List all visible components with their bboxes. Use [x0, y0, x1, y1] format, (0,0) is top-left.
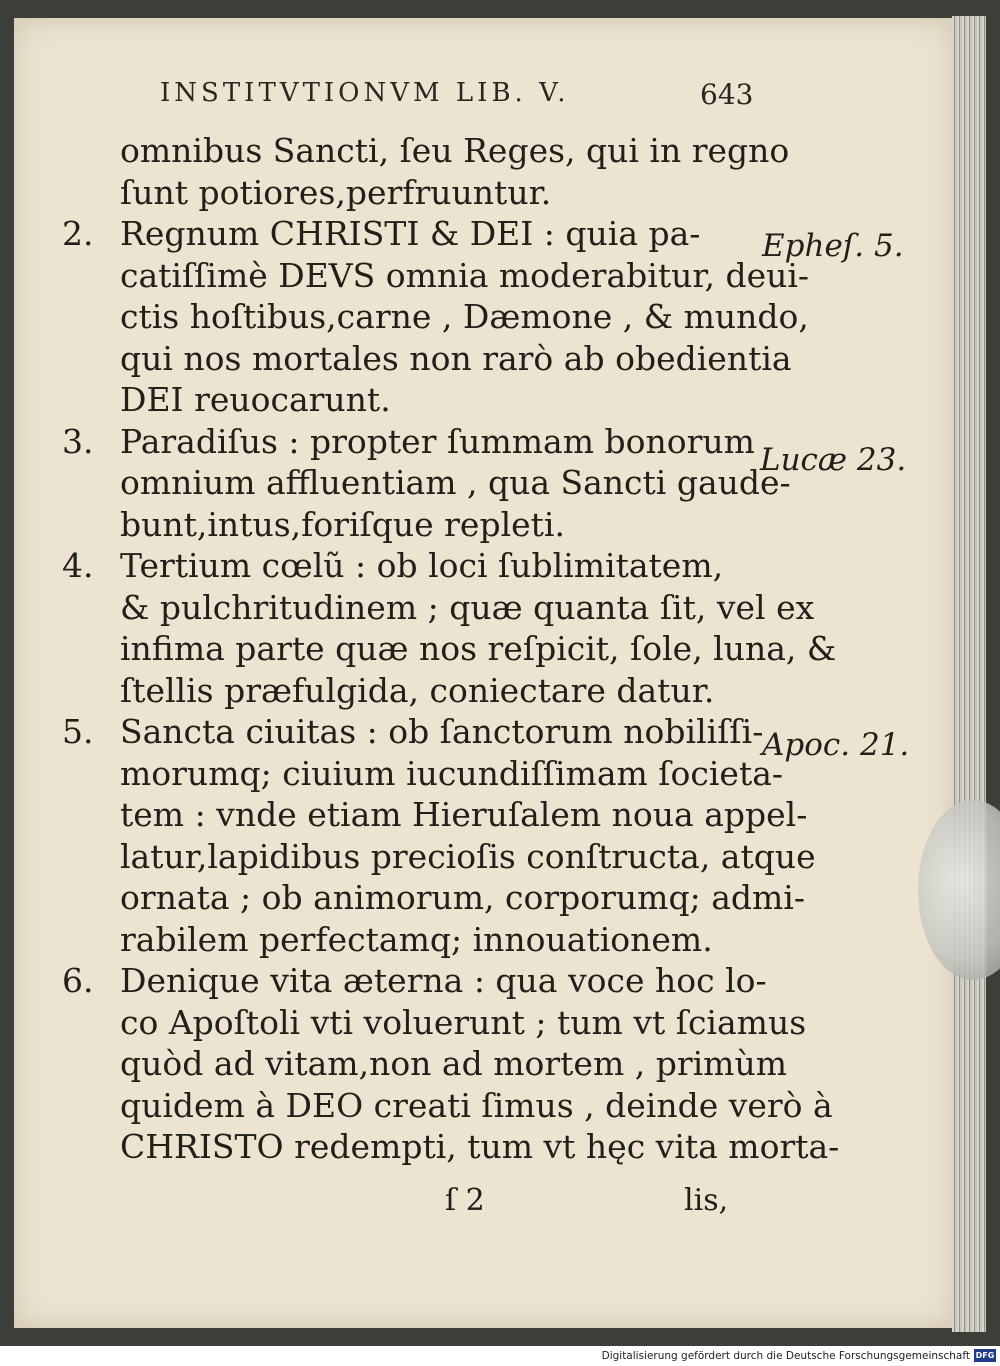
line-text: catiſſimè DEVS omnia moderabitur, deui- [120, 255, 810, 295]
dfg-logo: DFG [975, 1351, 995, 1360]
text-line [62, 960, 767, 1002]
text-line [62, 753, 784, 795]
item-number: 6. [62, 961, 94, 1000]
text-line [62, 877, 805, 919]
margin-note-ephes: Epheſ. 5. [762, 228, 904, 264]
line-text: Regnum CHRISTI & DEI : quia pa- [120, 214, 701, 253]
text-line [62, 1085, 833, 1127]
text-line [62, 711, 764, 753]
line-text: ſtellis præfulgida, coniectare datur. [120, 670, 715, 710]
text-line [62, 836, 816, 878]
text-line [62, 504, 752, 546]
item-number: 4. [62, 546, 94, 585]
text-line [62, 670, 752, 712]
line-text: omnium affluentiam , qua Sancti gaude- [120, 463, 791, 502]
line-text: DEI reuocarunt. [120, 380, 391, 419]
text-line [62, 794, 808, 836]
text-line [62, 296, 809, 338]
line-text: co Apoſtoli vti voluerunt ; tum vt ſciamus [120, 1002, 807, 1042]
text-line [62, 1126, 840, 1168]
text-line [62, 421, 755, 463]
text-line [62, 130, 790, 172]
line-text: Sancta ciuitas : ob ſanctorum nobiliſſi- [120, 712, 764, 751]
line-text: infima parte quæ nos reſpicit, ſole, luna, & [120, 629, 837, 668]
line-text: Tertium cœlũ : ob loci ſublimitatem, [120, 546, 724, 585]
text-line [62, 587, 815, 629]
margin-note-luca: Lucæ 23. [760, 442, 907, 478]
item-number: 3. [62, 421, 94, 461]
text-line [62, 1002, 807, 1044]
line-text: omnibus Sancti, ſeu Reges, qui in regno [120, 131, 790, 170]
line-text: morumq; ciuium iucundiſſimam ſocieta- [120, 753, 784, 793]
line-text: qui nos mortales non rarò ab obedientia [120, 338, 792, 378]
text-line [62, 379, 752, 421]
line-text: & pulchritudinem ; quæ quanta ſit, vel ex [120, 587, 815, 627]
line-text: quidem à DEO creati ſimus , deinde verò à [120, 1085, 833, 1125]
line-text: bunt,intus,foriſque repleti. [120, 504, 565, 544]
page-edges [952, 16, 986, 1332]
text-line [62, 1043, 787, 1085]
line-text: tem : vnde etiam Hieruſalem noua appel- [120, 795, 808, 834]
line-text: quòd ad vitam,non ad mortem , primùm [120, 1044, 787, 1083]
line-text: Paradiſus : propter ſummam bonorum [120, 421, 755, 461]
line-text: ſunt potiores,perfruuntur. [120, 172, 552, 212]
text-line [62, 545, 752, 587]
line-text: ornata ; ob animorum, corporumq; admi- [120, 878, 805, 917]
text-line [62, 628, 837, 670]
margin-note-apoc: Apoc. 21. [762, 727, 910, 763]
text-line [62, 213, 752, 255]
signature-mark: ſ 2 [445, 1183, 485, 1218]
text-line [62, 172, 752, 214]
digitization-credit: Digitalisierung gefördert durch die Deutsche Forschungsgemeinschaft [601, 1350, 970, 1362]
catchword: lis, [684, 1183, 729, 1218]
line-text: CHRISTO redempti, tum vt hęc vita morta- [120, 1127, 840, 1166]
page-number: 643 [700, 78, 754, 111]
text-line [62, 462, 791, 504]
line-text: rabilem perfectamq; innouationem. [120, 919, 713, 959]
text-line [62, 338, 792, 380]
item-number: 2. [62, 214, 94, 253]
page-header [160, 78, 760, 118]
text-line [62, 919, 752, 961]
item-number: 5. [62, 712, 94, 751]
line-text: Denique vita æterna : qua voce hoc lo- [120, 961, 767, 1000]
line-text: latur,lapidibus precioſis conſtructa, atque [120, 836, 816, 876]
text-line [62, 255, 810, 297]
line-text: ctis hoſtibus,carne , Dæmone , & mundo, [120, 297, 809, 336]
running-title: INSTITVTIONVM LIB. V. [160, 78, 570, 108]
